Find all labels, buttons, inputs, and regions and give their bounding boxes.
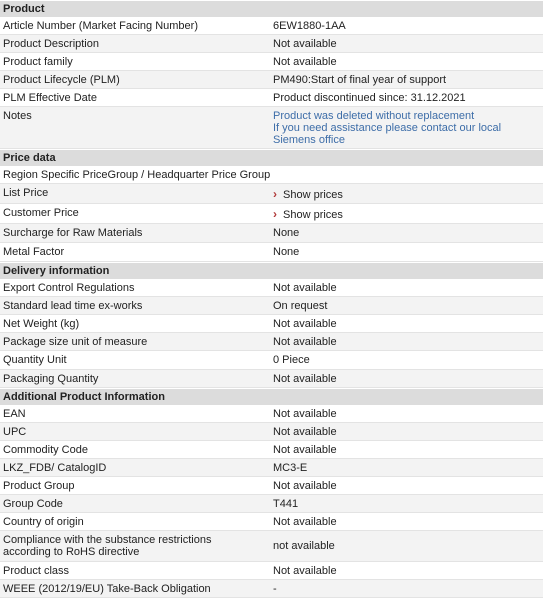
row-value: Not available <box>273 282 337 294</box>
row-value: None <box>273 246 300 258</box>
section-header-additional-product-information: Additional Product Information <box>0 388 543 405</box>
notes-line: If you need assistance please contact our local <box>273 122 502 134</box>
row-label: Metal Factor <box>3 246 65 258</box>
row-label: Article Number (Market Facing Number) <box>3 20 198 32</box>
table-row <box>0 17 543 35</box>
section-header-product: Product <box>0 0 543 17</box>
customer-price-link[interactable] <box>270 204 543 223</box>
table-row <box>0 184 543 204</box>
row-label: WEEE (2012/19/EU) Take-Back Obligation <box>3 583 211 595</box>
table-row <box>0 224 543 243</box>
table-row <box>0 107 543 149</box>
chevron-right-icon: › <box>273 207 277 221</box>
row-value: Product discontinued since: 31.12.2021 <box>273 92 466 104</box>
row-label: Country of origin <box>3 516 84 528</box>
row-value: Not available <box>273 516 337 528</box>
table-row <box>0 459 543 477</box>
row-value: Not available <box>273 426 337 438</box>
row-label: Commodity Code <box>3 444 88 456</box>
notes-line: Product was deleted without replacement <box>273 110 475 122</box>
row-value: 0 Piece <box>273 354 310 366</box>
table-row <box>0 441 543 459</box>
table-row <box>0 297 543 315</box>
list-price-link[interactable] <box>270 184 543 203</box>
table-row <box>0 405 543 423</box>
table-row <box>0 35 543 53</box>
row-label: Compliance with the substance restrictions according to RoHS directive <box>3 534 212 558</box>
table-row <box>0 477 543 495</box>
table-row <box>0 279 543 297</box>
row-label: Export Control Regulations <box>3 282 135 294</box>
row-label: Surcharge for Raw Materials <box>3 227 143 239</box>
section-header-delivery-information: Delivery information <box>0 262 543 279</box>
table-row <box>0 315 543 333</box>
chevron-right-icon: › <box>273 187 277 201</box>
row-value: On request <box>273 300 328 312</box>
row-value: Not available <box>273 373 337 385</box>
row-label: Region Specific PriceGroup / Headquarter Price Group <box>3 169 271 181</box>
notes-value <box>270 107 543 148</box>
table-row <box>0 243 543 262</box>
table-row <box>0 166 543 184</box>
row-label: Customer Price <box>3 207 79 219</box>
row-label: Quantity Unit <box>3 354 67 366</box>
table-row <box>0 71 543 89</box>
row-label: UPC <box>3 426 27 438</box>
show-prices-link[interactable]: Show prices <box>283 209 343 221</box>
table-row <box>0 513 543 531</box>
row-label: Product family <box>3 56 73 68</box>
row-label: LKZ_FDB/ CatalogID <box>3 462 107 474</box>
table-row <box>0 333 543 351</box>
row-value: 6EW1880-1AA <box>273 20 346 32</box>
row-label: Group Code <box>3 498 63 510</box>
row-value: Not available <box>273 38 337 50</box>
row-label: Product Description <box>3 38 99 50</box>
table-row <box>0 423 543 441</box>
row-value: Not available <box>273 444 337 456</box>
notes-line: Siemens office <box>273 134 345 146</box>
row-value: PM490:Start of final year of support <box>273 74 447 86</box>
table-row <box>0 351 543 370</box>
table-row <box>0 562 543 580</box>
row-value: Not available <box>273 565 337 577</box>
table-row <box>0 531 543 562</box>
table-row <box>0 370 543 388</box>
row-label: Product Lifecycle (PLM) <box>3 74 120 86</box>
row-label: PLM Effective Date <box>3 92 97 104</box>
table-row <box>0 89 543 107</box>
row-value: Not available <box>273 56 337 68</box>
row-value: not available <box>273 540 335 552</box>
row-value: Not available <box>273 480 337 492</box>
row-label: Net Weight (kg) <box>3 318 80 330</box>
row-value: Not available <box>273 318 337 330</box>
row-label: Product Group <box>3 480 75 492</box>
row-label: Product class <box>3 565 70 577</box>
row-label: Package size unit of measure <box>3 336 148 348</box>
row-label: Packaging Quantity <box>3 373 99 385</box>
table-row <box>0 580 543 598</box>
table-row <box>0 495 543 513</box>
row-label: EAN <box>3 408 26 420</box>
row-label: List Price <box>3 187 49 199</box>
row-value: Not available <box>273 336 337 348</box>
section-header-price-data: Price data <box>0 149 543 166</box>
table-row <box>0 53 543 71</box>
show-prices-link[interactable]: Show prices <box>283 189 343 201</box>
table-row <box>0 204 543 224</box>
row-label: Standard lead time ex-works <box>3 300 143 312</box>
row-label: Notes <box>3 110 32 122</box>
row-value: Not available <box>273 408 337 420</box>
row-value: T441 <box>273 498 299 510</box>
row-value: MC3-E <box>273 462 308 474</box>
row-value: - <box>273 583 277 595</box>
row-value: None <box>273 227 300 239</box>
